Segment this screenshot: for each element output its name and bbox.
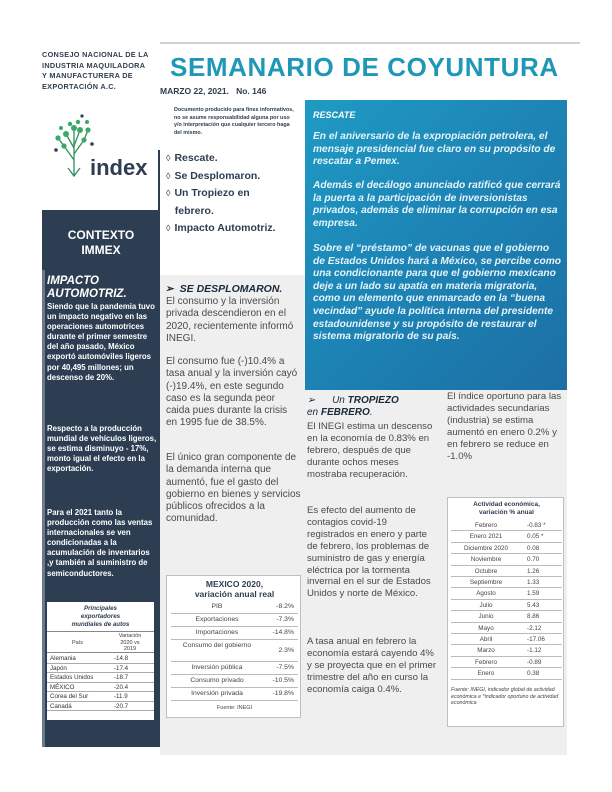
page-title: SEMANARIO DE COYUNTURA bbox=[170, 52, 559, 82]
table-row: Octubre 1.26 bbox=[451, 566, 562, 577]
table-row: Importaciones -14.8% bbox=[171, 627, 298, 640]
toc-item-se-desplomaron[interactable]: ◊ Se Desplomaron. bbox=[166, 169, 261, 182]
diamond-bullet-icon: ◊ bbox=[166, 170, 171, 181]
table-row: Japón -17.4 bbox=[47, 664, 154, 674]
se-desplomaron-paragraph-2: El consumo fue (-)10.4% a tasa anual y la inversión cayó (-)19.4%, en este segundo caso es la segunda peor caida pues durante la crisis en 1995 fue de 38.5%. bbox=[166, 356, 298, 429]
logo-wordmark: index bbox=[90, 155, 148, 180]
index-tree-logo-icon bbox=[52, 98, 152, 198]
arrow-bullet-icon: ➢ bbox=[307, 395, 316, 406]
exporters-table-title: Principales exportadores mundiales de autos bbox=[71, 605, 130, 628]
arrow-bullet-icon: ➢ bbox=[165, 283, 174, 295]
disclaimer: Documento producido para fines informativos, no se asume responsabilidad alguna por uso y/o interpretación que cualquier tercero haga del mismo. bbox=[174, 107, 294, 136]
diamond-bullet-icon: ◊ bbox=[166, 223, 171, 233]
table-row: Febrero -0.89 bbox=[451, 657, 562, 668]
table-row: Julio 5.43 bbox=[451, 600, 562, 611]
tropiezo-title: ➢ Un TROPIEZO en FEBRERO. bbox=[307, 395, 399, 418]
table-row: Corea del Sur -11.9 bbox=[47, 692, 154, 702]
issue-number: No. 146 bbox=[236, 86, 267, 96]
table-row: Consumo privado -10.5% bbox=[171, 675, 298, 688]
table-row: Inversión privada -19.8% bbox=[171, 688, 298, 701]
table-of-contents bbox=[158, 150, 276, 238]
activity-table-title: Actividad económica, variación % anual bbox=[473, 501, 540, 516]
table-row: Agosto 1.59 bbox=[451, 588, 562, 599]
mexico-table-title: MEXICO 2020, variación anual real bbox=[194, 579, 275, 599]
se-desplomaron-paragraph-1: El consumo y la inversión privada descendieron en el 2020, recientemente informó INEGI. bbox=[166, 296, 294, 344]
table-row: Enero 0.38 bbox=[451, 668, 562, 679]
activity-table-note: Fuente: INEGI, indicador global de actividad económica e *indicador oportuno de actividad económica bbox=[451, 687, 559, 706]
table-row: Enero 2021 0.05 * bbox=[451, 531, 562, 542]
table-row: Inversión pública -7.5% bbox=[171, 662, 298, 675]
toc-item-rescate[interactable]: ◊ Rescate. bbox=[166, 152, 218, 164]
table-row: Noviembre 0.70 bbox=[451, 554, 562, 565]
column-header-country: País bbox=[72, 640, 84, 646]
diamond-bullet-icon: ◊ bbox=[166, 153, 171, 163]
impacto-title: IMPACTO AUTOMOTRIZ. bbox=[47, 275, 127, 300]
table-row: MÉXICO -20.4 bbox=[47, 683, 154, 693]
table-row: Febrero -0.83 * bbox=[451, 520, 562, 531]
column-header-variation: Variación 2020 vs 2019 bbox=[118, 633, 142, 653]
impacto-paragraph-2: Respecto a la producción mundial de vehículos ligeros, se estima disminuyo - 17%, monto igual el efecto en la exportación. bbox=[47, 424, 157, 474]
indice-oportuno-paragraph: El índice oportuno para las actividades secundarias (industria) se estima aumentó en enero 0.2% y en febrero se reduce en -1.0% bbox=[447, 391, 562, 462]
exporters-table bbox=[47, 602, 154, 720]
toc-item-impacto[interactable]: ◊ Impacto Automotriz. bbox=[166, 222, 276, 234]
rescate-paragraph-2: Además el decálogo anunciado ratificó que cerrará la puerta a la participación de inversionistas privados, además de eliminar la corrupción en esa empresa. bbox=[313, 180, 561, 229]
table-row: Exportaciones -7.3% bbox=[171, 614, 298, 627]
table-row: Estados Unidos -18.7 bbox=[47, 673, 154, 683]
activity-table bbox=[447, 497, 564, 727]
impacto-paragraph-3: Para el 2021 tanto la producción como las ventas internacionales se ven condicionadas a la acumulación de inventarios ,y también al suministro de semiconductores. bbox=[47, 508, 153, 578]
table-row: Septiembre 1.33 bbox=[451, 577, 562, 588]
table-row: Junio 8.86 bbox=[451, 611, 562, 622]
tropiezo-paragraph-2: Es efecto del aumento de contagios covid-19 registrados en enero y parte de febrero, los problemas de suministro de gas y energía eléctrica por la tormenta invernal en el sur de Estados Unidos y norte de México. bbox=[307, 505, 431, 600]
organization-name: CONSEJO NACIONAL DE LA INDUSTRIA MAQUILADORA Y MANUFACTURERA DE EXPORTACIÓN A.C. bbox=[42, 50, 149, 91]
table-row: Alemania -14.8 bbox=[47, 654, 154, 664]
issue-date bbox=[160, 86, 266, 96]
se-desplomaron-paragraph-3: El único gran componente de la demanda interna que aumentó, fue el gasto del gobierno en bienes y servicios públicos ofrecidos a la comunidad. bbox=[166, 452, 301, 525]
se-desplomaron-title: ➢ SE DESPLOMARON. bbox=[165, 283, 283, 295]
diamond-bullet-icon: ◊ bbox=[166, 188, 171, 198]
tropiezo-paragraph-1: El INEGI estima un descenso en la economía de 0.83% en febrero, después de que durante ochos meses mostraba recuperación. bbox=[307, 421, 433, 480]
table-row: Marzo -1.12 bbox=[451, 645, 562, 656]
mexico-table-source: Fuente: INEGI bbox=[216, 705, 253, 711]
table-row: Abril -17.06 bbox=[451, 634, 562, 645]
toc-item-febrero[interactable]: febrero. bbox=[174, 204, 214, 217]
rescate-label: RESCATE bbox=[313, 110, 356, 120]
rescate-paragraph-3: Sobre el “préstamo” de vacunas que el gobierno de Estados Unidos hará a México, se percibe como una condicionante para que el gobierno mexicano deje a un lado su apatía en materia migratoria, como un elemento que enmarcado en la “buena vecindad” ayude la política interna del presidente estadounidense y su propósito de restaurar el sistema migratorio de su país. bbox=[313, 243, 561, 343]
table-row: Mayo -2.12 bbox=[451, 623, 562, 634]
rescate-paragraph-1: En el aniversario de la expropiación petrolera, el mensaje presidencial fue claro en su propósito de rescatar a Pemex. bbox=[313, 131, 556, 168]
section-header-contexto-immex: CONTEXTO IMMEX bbox=[42, 210, 160, 270]
toc-item-tropiezo[interactable]: ◊ Un Tropiezo en bbox=[166, 187, 250, 199]
table-row: Consumo del gobierno 2.3% bbox=[171, 640, 298, 662]
date-text: MARZO 22, 2021. bbox=[160, 86, 229, 96]
mexico-2020-table bbox=[166, 575, 301, 718]
table-row: PIB -8.2% bbox=[171, 601, 298, 614]
table-row: Diciembre 2020 0.08 bbox=[451, 543, 562, 554]
table-row: Canadá -20.7 bbox=[47, 702, 154, 712]
exporters-table-header bbox=[47, 631, 154, 653]
tropiezo-paragraph-3: A tasa anual en febrero la economía estará cayendo 4% y se proyecta que en el primer trimestre del año en curso la economía caiga 0.4%. bbox=[307, 636, 437, 695]
impacto-paragraph-1: Siendo que la pandemia tuvo un impacto negativo en las operaciones automotrices durante el primer semestre del año pasado, México exportó automóviles ligeros por 40,495 millones; un descenso de 20%. bbox=[47, 302, 155, 382]
